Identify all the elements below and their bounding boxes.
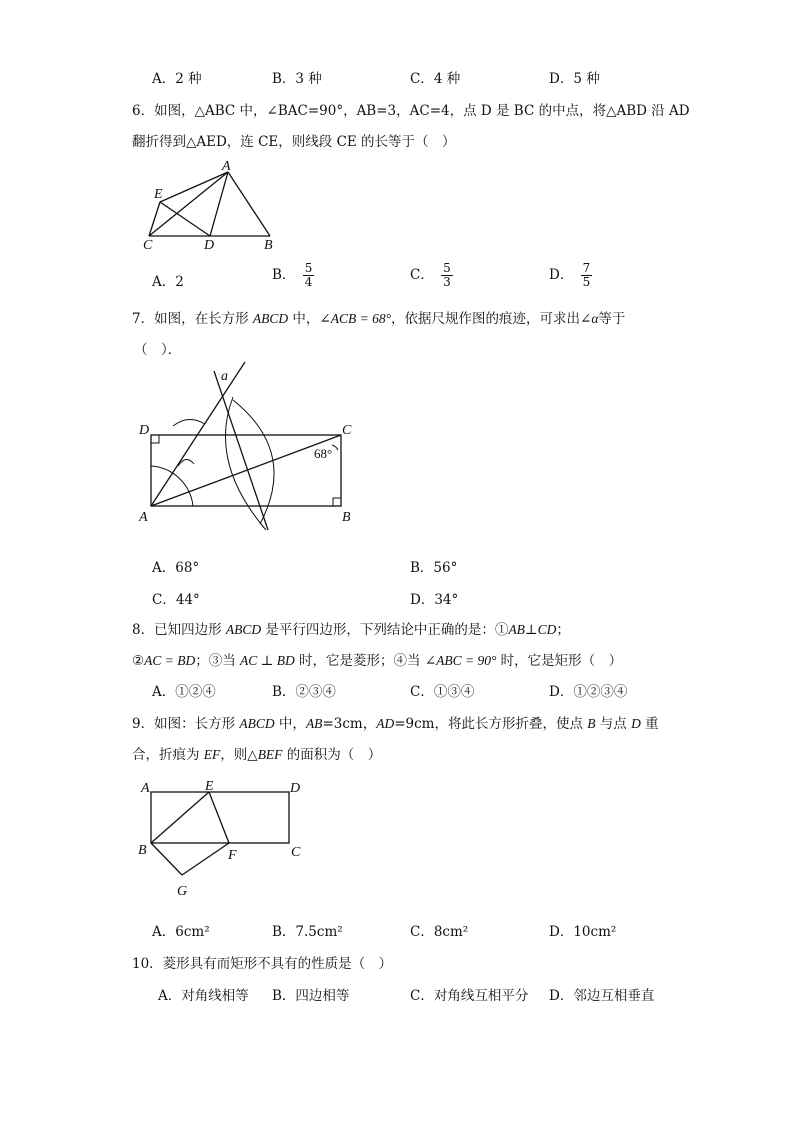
q8-stem-mid: 是平行四边形，下列结论中正确的是： — [261, 622, 495, 638]
q8-option-a: A．①②④ — [152, 684, 216, 700]
q8-claim1-expr: AB⊥CD — [508, 622, 557, 637]
q5-option-b: B．3 种 — [272, 71, 322, 87]
q6-option-d-label: D． — [549, 267, 574, 283]
q6-option-d-denominator: 5 — [582, 275, 591, 289]
q7-label-b: B — [342, 510, 351, 525]
q6-option-d — [549, 262, 592, 289]
q9-ad: AD — [376, 716, 395, 731]
q10-option-d: D．邻边互相垂直 — [549, 988, 655, 1004]
q5-option-a: A．2 种 — [152, 71, 202, 87]
q6-option-b-denominator: 4 — [304, 275, 313, 289]
q6-option-a: A．2 — [152, 274, 184, 290]
q6-figure-lines — [149, 172, 270, 236]
q6-label-a: A — [222, 159, 231, 174]
q7-rect-name: ABCD — [252, 311, 289, 326]
q7-stem-mid1: 中， — [288, 311, 320, 327]
q5-option-c: C．4 种 — [410, 71, 461, 87]
q6-option-c-label: C． — [410, 267, 434, 283]
q8-stem-line2 — [132, 649, 622, 669]
q9-label-e: E — [205, 779, 214, 794]
q6-option-c-numerator: 5 — [443, 261, 451, 275]
q8-option-b: B．②③④ — [272, 684, 336, 700]
q8-option-d: D．①②③④ — [549, 684, 628, 700]
q7-stem-suffix: 等于 — [598, 311, 626, 327]
q6-option-d-fraction — [581, 262, 593, 289]
q9-tail: 重 — [640, 716, 659, 732]
q8-claim2-expr: AC = BD — [144, 653, 196, 668]
q7-alpha: ∠α — [580, 311, 599, 326]
q9-point-b: B — [587, 716, 596, 731]
q7-label-alpha: a — [221, 369, 228, 384]
q7-option-d: D．34° — [410, 592, 459, 608]
q9-point-d: D — [631, 716, 641, 731]
q10-stem: 10．菱形具有而矩形不具有的性质是（ ） — [132, 956, 393, 972]
q9-mid: 中， — [274, 716, 306, 732]
q9-option-a: A．6cm² — [152, 924, 210, 940]
q7-stem-mid2: ，依据尺规作图的痕迹，可求出 — [391, 311, 581, 327]
q10-option-c: C．对角线互相平分 — [410, 988, 529, 1004]
q8-quad-name: ABCD — [225, 622, 262, 637]
q6-option-c — [410, 262, 453, 289]
q9-crease: EF — [203, 747, 221, 762]
q6-label-b: B — [264, 238, 273, 253]
q7-label-a: A — [139, 510, 148, 525]
q6-option-b-label: B． — [272, 267, 296, 283]
q6-option-c-denominator: 3 — [443, 275, 451, 289]
q8-sep1: ； — [556, 622, 570, 638]
q10-option-b: B．四边相等 — [272, 988, 350, 1004]
q7-angle-label: 68° — [314, 446, 333, 461]
q9-line2-tail: 的面积为（ ） — [282, 747, 382, 763]
q7-option-b: B．56° — [410, 560, 458, 576]
q9-rect-name: ABCD — [239, 716, 275, 731]
q6-figure — [140, 158, 290, 253]
q7-stem-line1 — [132, 307, 625, 327]
q9-label-g: G — [177, 884, 188, 899]
q9-prefix: 9．如图：长方形 — [132, 716, 240, 732]
q8-claim3-tail: 时，它是菱形；④当 — [294, 653, 425, 669]
q6-label-c: C — [143, 238, 153, 253]
q7-figure — [138, 362, 368, 542]
q6-label-d: D — [204, 238, 215, 253]
q5-option-d: D．5 种 — [549, 71, 600, 87]
q8-option-c: C．①③④ — [410, 684, 475, 700]
q9-ab: AB — [305, 716, 323, 731]
q9-label-b: B — [138, 843, 147, 858]
q9-ad-value: =9cm，将此长方形折叠，使点 — [394, 716, 588, 732]
q6-option-b-fraction — [303, 262, 315, 289]
q6-label-e: E — [154, 187, 163, 202]
q9-figure-lines — [151, 792, 289, 875]
q8-claim3-prefix: ；③当 — [195, 653, 241, 669]
q7-angle-expr: ∠ACB = 68° — [319, 311, 392, 326]
q9-stem-line1 — [132, 712, 659, 732]
q9-label-a: A — [141, 781, 150, 796]
q6-option-d-numerator: 7 — [582, 261, 591, 275]
q6-stem-line1: 6．如图，△ABC 中，∠BAC=90°，AB=3，AC=4，点 D 是 BC 的中点，将△ABD 沿 AD — [132, 103, 690, 119]
q7-stem-line2: （ ）． — [134, 342, 182, 358]
q9-stem-line2 — [132, 743, 381, 763]
q7-bisector-ray — [151, 362, 245, 506]
q9-mid2: 与点 — [595, 716, 632, 732]
q8-claim4-tail: 时，它是矩形（ ） — [496, 653, 623, 669]
q9-line2-mid: ，则△ — [220, 747, 258, 763]
q9-option-b: B．7.5cm² — [272, 924, 343, 940]
q9-label-f: F — [228, 848, 237, 863]
q9-label-c: C — [291, 845, 301, 860]
q7-label-d: D — [139, 423, 150, 438]
q9-triangle: BEF — [257, 747, 283, 762]
q7-diagonal-ac — [151, 435, 341, 506]
q6-option-b — [272, 262, 314, 289]
q6-option-b-numerator: 5 — [304, 261, 313, 275]
q7-option-c: C．44° — [152, 592, 200, 608]
q8-claim4-expr: ∠ABC = 90° — [424, 653, 497, 668]
q9-label-d: D — [290, 781, 301, 796]
q8-stem-prefix: 8．已知四边形 — [132, 622, 226, 638]
q9-option-c: C．8cm² — [410, 924, 469, 940]
q8-stem-line1 — [132, 618, 570, 638]
q9-figure — [138, 775, 318, 900]
q6-option-c-fraction — [441, 262, 453, 289]
q7-label-c: C — [342, 423, 352, 438]
q9-line2-prefix: 合，折痕为 — [132, 747, 204, 763]
q8-claim3-expr: AC ⊥ BD — [240, 653, 295, 668]
q10-option-a: A．对角线相等 — [158, 988, 249, 1004]
q8-claim2-marker: ② — [132, 653, 145, 669]
q7-stem-prefix: 7．如图，在长方形 — [132, 311, 253, 327]
q9-ab-value: =3cm， — [322, 716, 377, 732]
q7-option-a: A．68° — [152, 560, 200, 576]
q6-stem-line2: 翻折得到△AED，连 CE，则线段 CE 的长等于（ ） — [132, 134, 456, 150]
q8-claim1-marker: ① — [494, 622, 509, 638]
q9-option-d: D．10cm² — [549, 924, 617, 940]
